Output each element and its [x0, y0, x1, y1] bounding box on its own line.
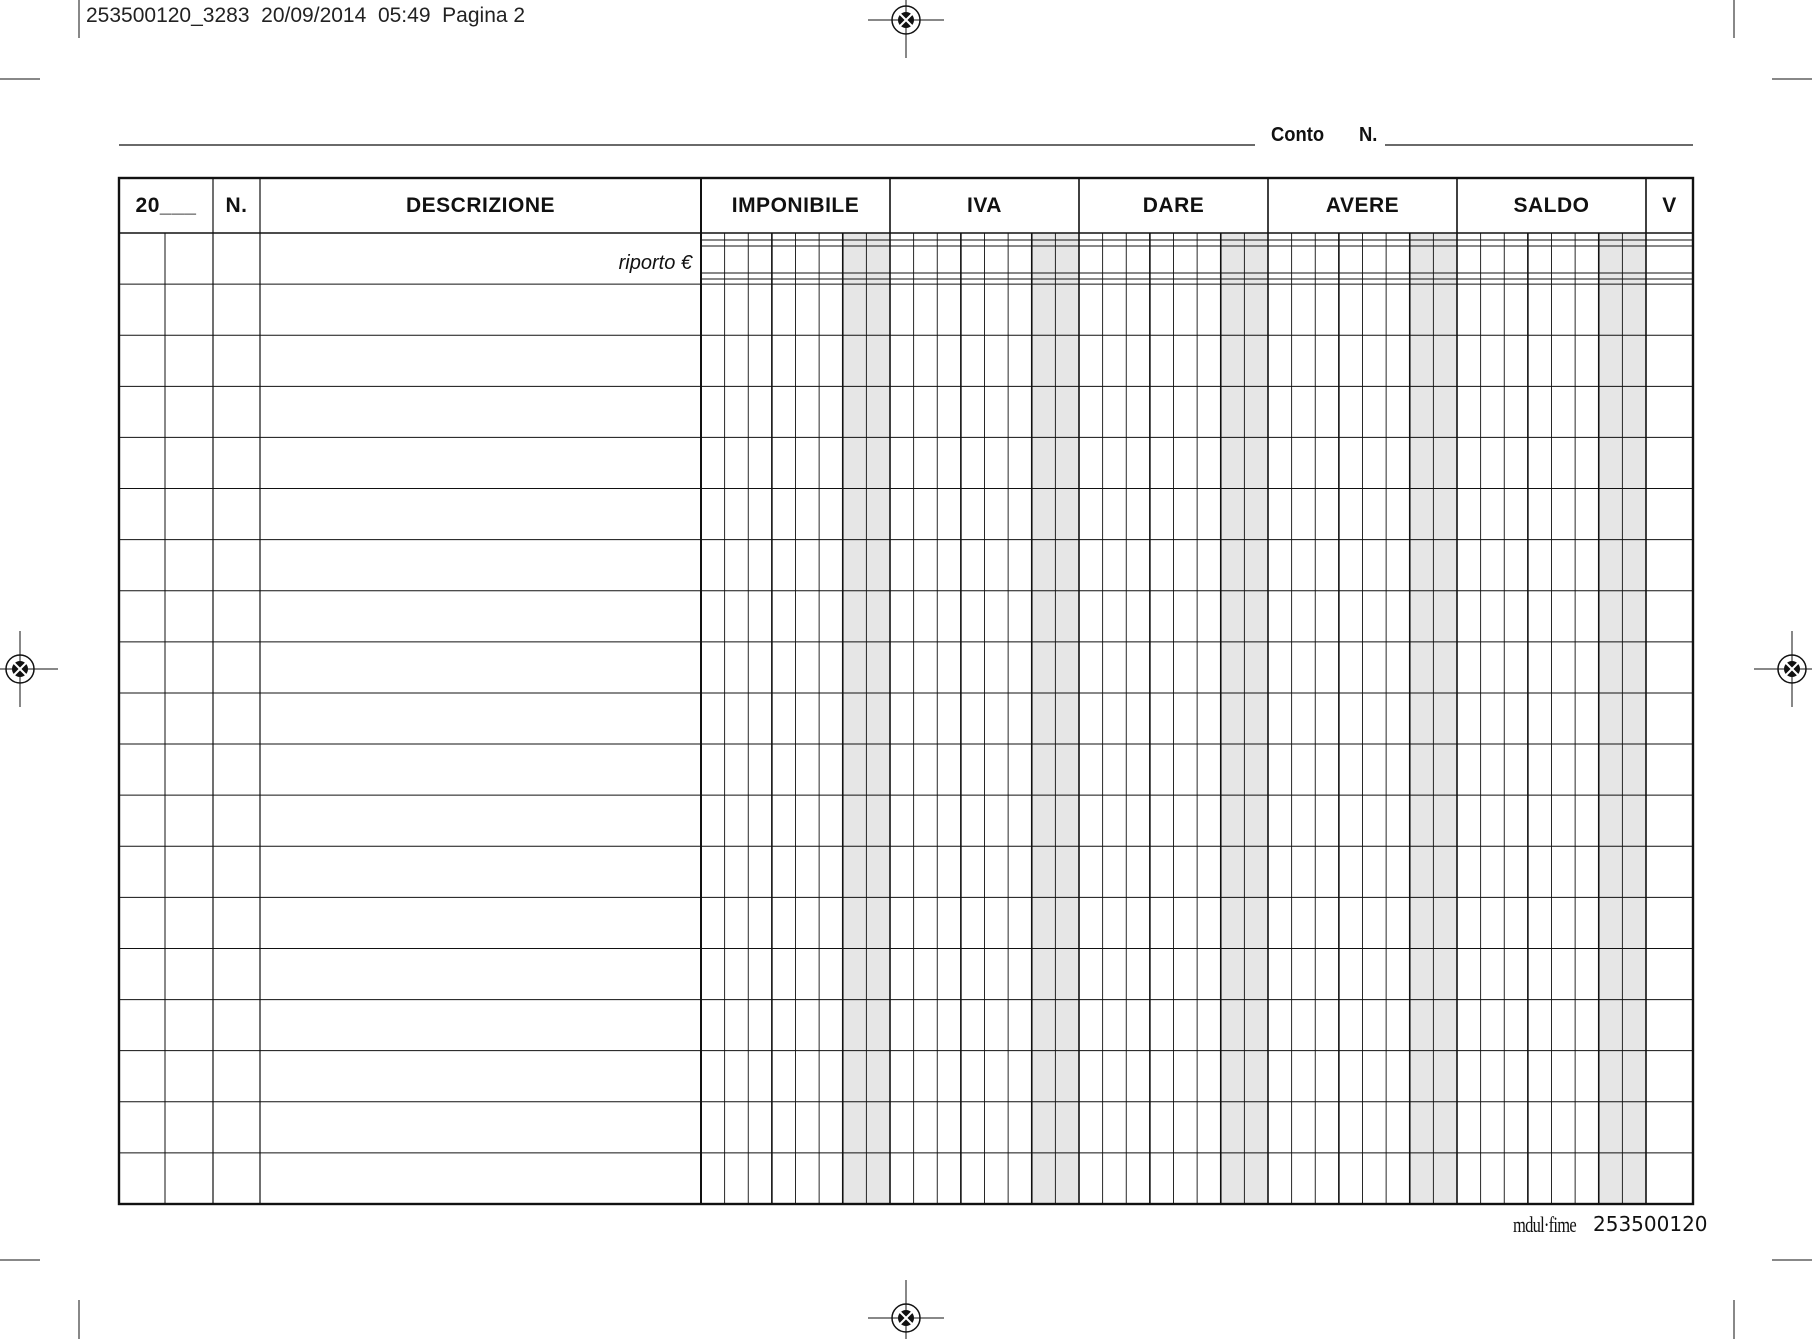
conto-label: Conto: [1271, 124, 1325, 146]
column-header-number: N.: [225, 193, 248, 217]
column-header-description: DESCRIZIONE: [405, 193, 555, 217]
column-header-avere: AVERE: [1325, 193, 1400, 217]
column-header-year: 20___: [135, 193, 197, 217]
product-code: 253500120: [1593, 1212, 1708, 1236]
account-number-label: N.: [1359, 124, 1378, 146]
column-header-saldo: SALDO: [1513, 193, 1590, 217]
column-header-dare: DARE: [1142, 193, 1205, 217]
print-info: 253500120_3283 20/09/2014 05:49 Pagina 2: [86, 4, 526, 27]
brand-logo: mdul·fime: [1513, 1212, 1576, 1237]
column-header-iva: IVA: [967, 193, 1002, 217]
column-header-verified: V: [1662, 193, 1677, 217]
carry-forward-label: riporto €: [618, 252, 692, 274]
column-header-imponibile: IMPONIBILE: [731, 193, 860, 217]
